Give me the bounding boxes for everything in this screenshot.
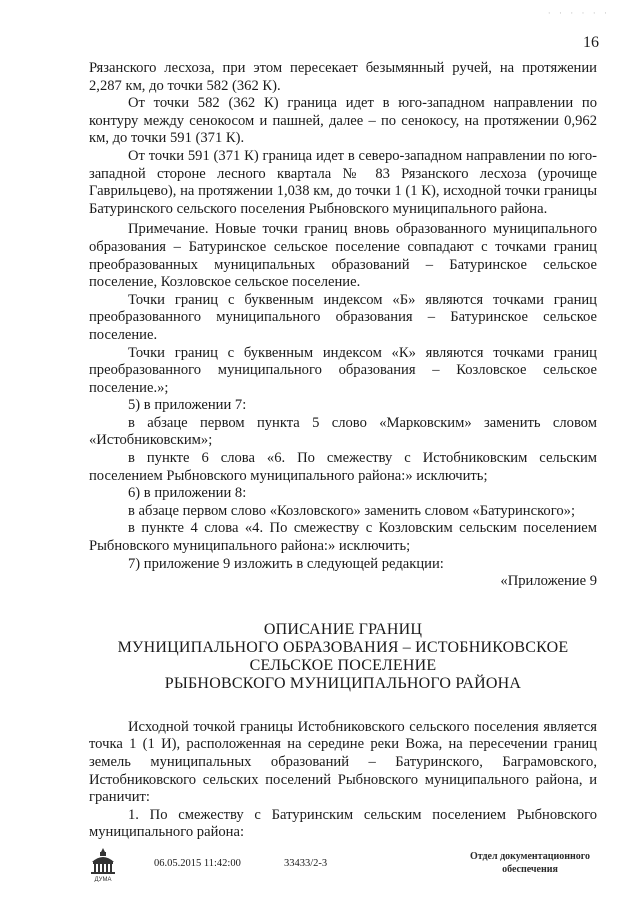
paragraph: От точки 582 (362 К) граница идет в юго-западном направлении по контуру между сенокосом и пашней, далее – по сенокосу, на протяжении 0,962 км, до точки 591 (371 К). bbox=[89, 95, 597, 147]
paragraph: Исходной точкой границы Истобниковского сельского поселения является точка 1 (1 И), расположенная на середине реки Вожа, на пересечении границ земель муниципальных образований – Батуринского, Баграмовского, Истобниковского сельских поселений Рыбновского муниципального района, и граничит: bbox=[89, 718, 597, 806]
logo-text: ДУМА bbox=[94, 877, 112, 882]
paragraph: Точки границ с буквенным индексом «К» являются точками границ преобразованного муниципального образования – Козловское сельское поселение.»; bbox=[89, 344, 597, 396]
list-item: в абзаце первом пункта 5 слово «Марковским» заменить словом «Истобниковским»; bbox=[89, 414, 597, 449]
heading-line: МУНИЦИПАЛЬНОГО ОБРАЗОВАНИЯ – ИСТОБНИКОВСКОЕ bbox=[117, 638, 569, 656]
stamp-line: обеспечения bbox=[502, 864, 558, 875]
footer-timestamp: 06.05.2015 11:42:00 bbox=[154, 858, 241, 869]
department-stamp bbox=[450, 850, 610, 876]
heading-line: СЕЛЬСКОЕ ПОСЕЛЕНИЕ bbox=[249, 656, 437, 674]
appendix-label: «Приложение 9 bbox=[500, 573, 597, 590]
note-paragraph: Примечание. Новые точки границ вновь образованного муниципального образования – Батуринское сельское поселение совпадают с точками границ преобразованных муниципальных образований – Батуринское сельское поселение, Козловское сельское поселение. bbox=[89, 221, 597, 291]
paragraph: От точки 591 (371 К) граница идет в северо-западном направлении по юго-западной стороне лесного квартала № 83 Рязанского лесхоза (урочище Гаврильцево), на протяжении 1,038 км, до точки 1 (1 К), исходной точки границы Батуринского сельского поселения Рыбновского муниципального района. bbox=[89, 147, 597, 217]
paragraph: Точки границ с буквенным индексом «Б» являются точками границ преобразованного муниципального образования – Батуринское сельское поселение. bbox=[89, 291, 597, 343]
page-footer bbox=[88, 846, 618, 886]
page-number: 16 bbox=[583, 34, 599, 51]
document-body bbox=[89, 60, 597, 842]
list-item: 5) в приложении 7: bbox=[128, 397, 247, 414]
list-item: в абзаце первом слово «Козловского» заменить словом «Батуринского»; bbox=[128, 502, 576, 519]
stamp-line: Отдел документационного bbox=[469, 851, 591, 862]
list-item: в пункте 6 слова «6. По смежеству с Истобниковским сельским поселением Рыбновского муниципального района:» исключить; bbox=[89, 450, 597, 484]
section-heading bbox=[89, 621, 597, 693]
heading-line: РЫБНОВСКОГО МУНИЦИПАЛЬНОГО РАЙОНА bbox=[164, 674, 522, 692]
scan-artifact: · · · · · · bbox=[547, 8, 610, 18]
list-item: 7) приложение 9 изложить в следующей редакции: bbox=[128, 555, 444, 572]
list-item: в пункте 4 слова «4. По смежеству с Козловским сельским поселением Рыбновского муниципального района:» исключить; bbox=[89, 520, 597, 555]
duma-logo bbox=[88, 846, 118, 882]
footer-doc-code: 33433/2-3 bbox=[284, 858, 328, 869]
paragraph: Рязанского лесхоза, при этом пересекает безымянный ручей, на протяжении 2,287 км, до точки 582 (362 К). bbox=[89, 60, 597, 94]
list-item: 6) в приложении 8: bbox=[128, 485, 247, 502]
heading-line: ОПИСАНИЕ ГРАНИЦ bbox=[263, 620, 423, 638]
paragraph: 1. По смежеству с Батуринским сельским поселением Рыбновского муниципального района: bbox=[89, 806, 597, 841]
